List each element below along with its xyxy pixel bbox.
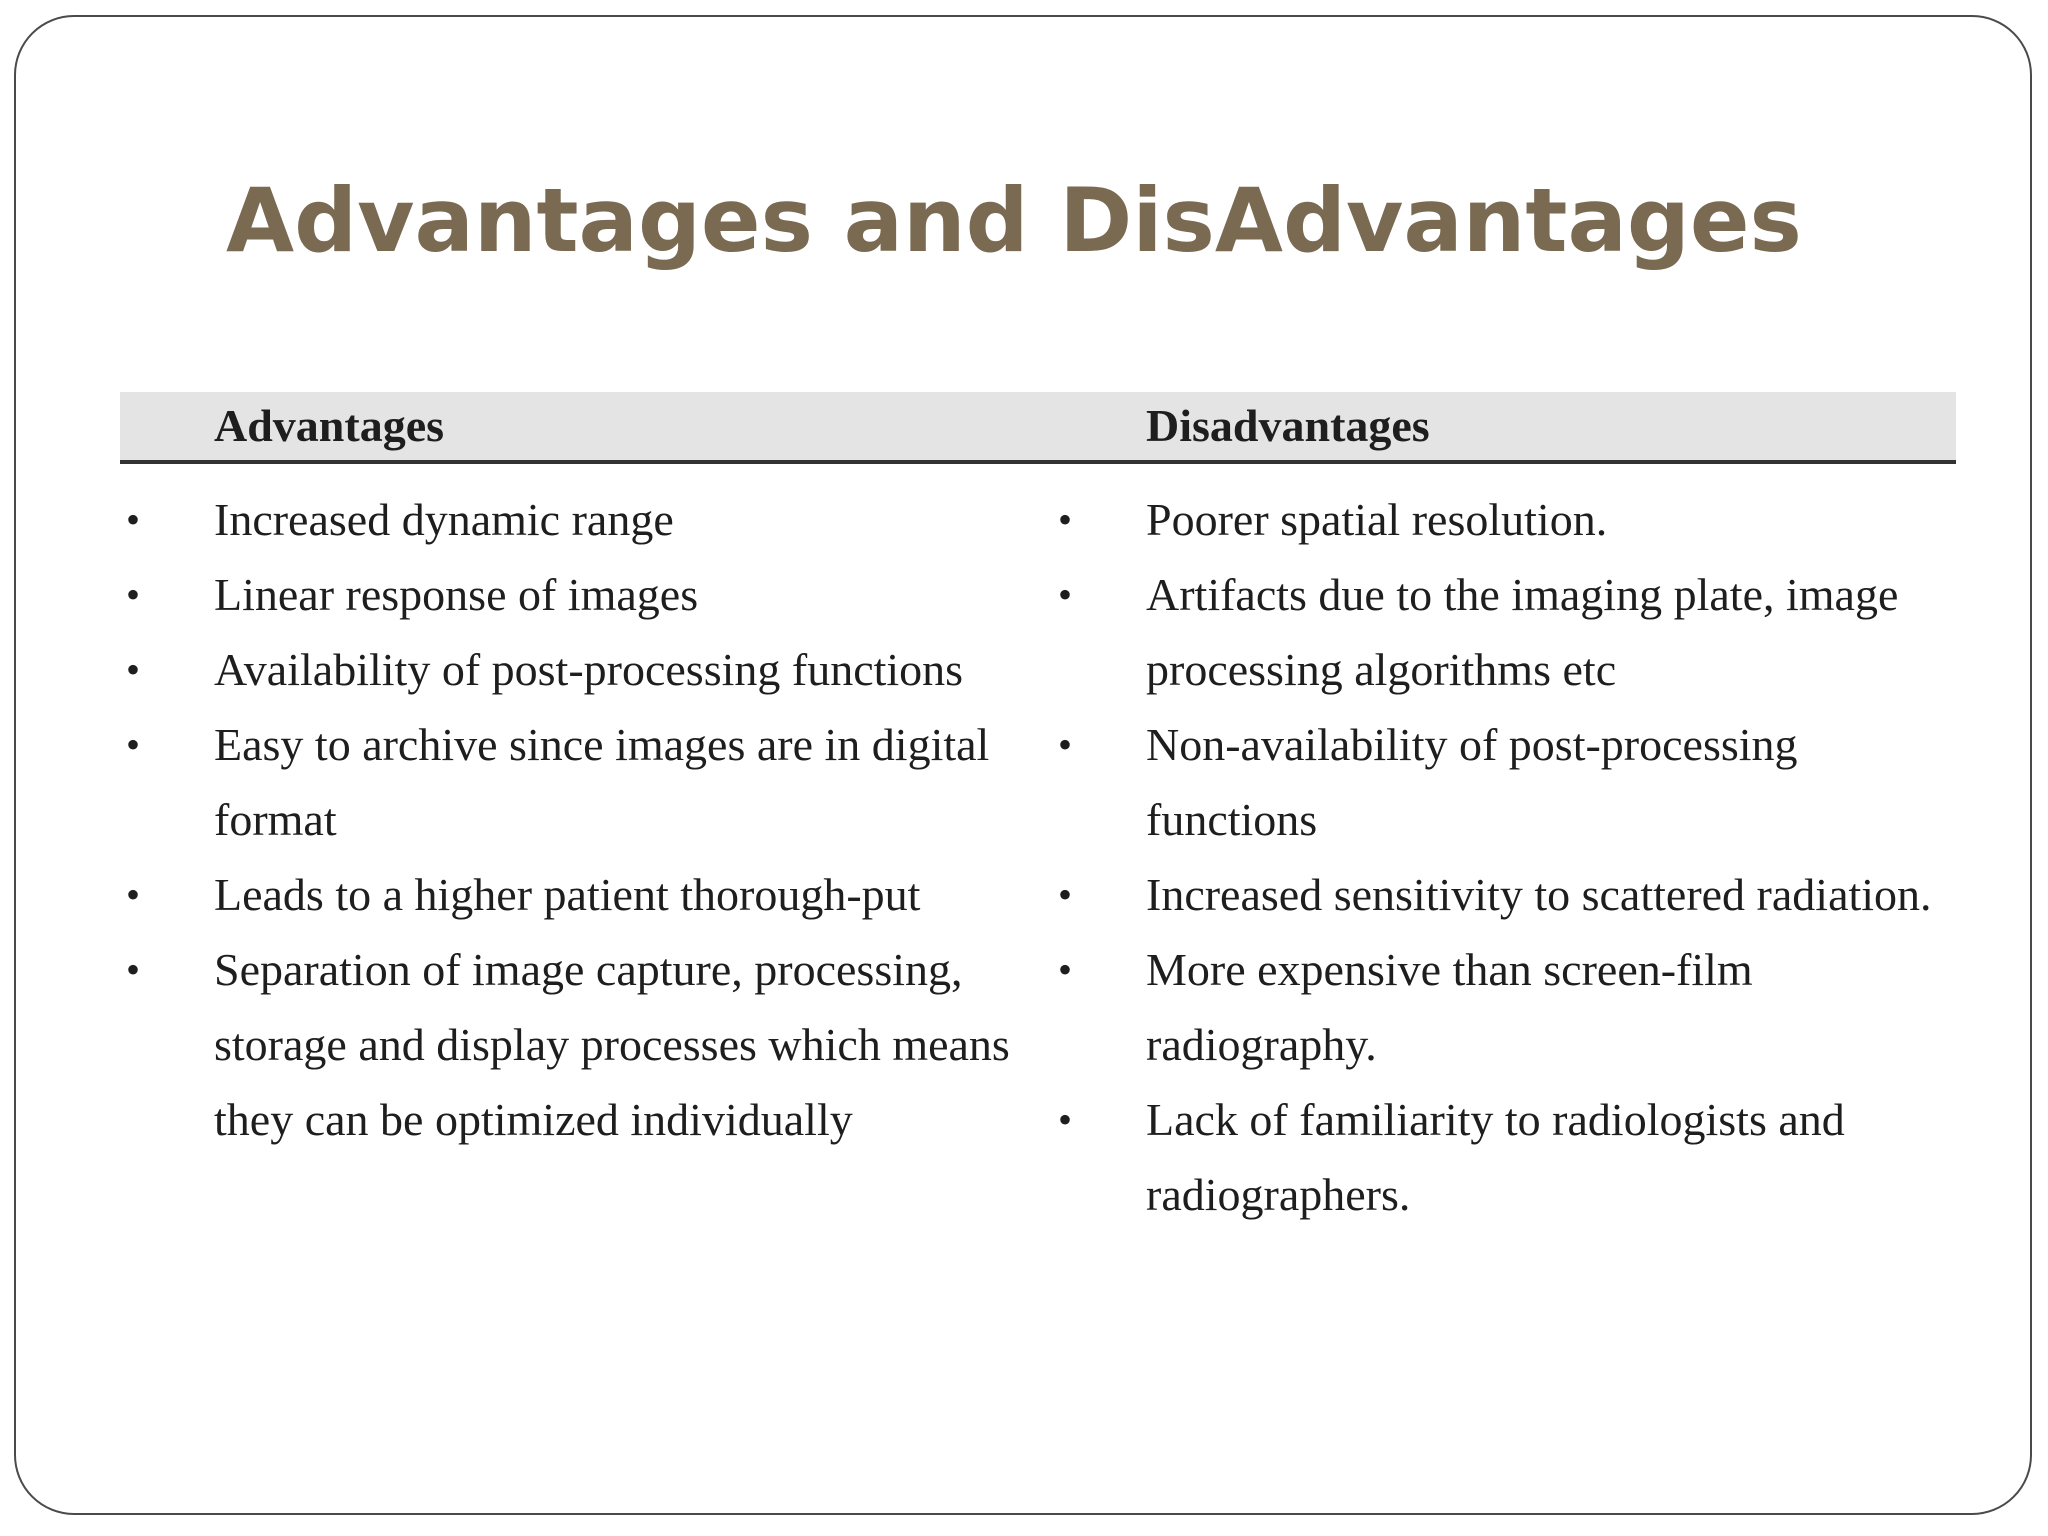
advantage-item (120, 932, 1020, 1157)
disadvantage-text: Non-availability of post-processing functions (1146, 719, 1798, 845)
advantages-heading: Advantages (214, 400, 445, 451)
advantage-text: Linear response of images (214, 569, 699, 620)
table-body (120, 464, 1956, 1220)
disadvantage-text: More expensive than screen-film radiography. (1146, 944, 1753, 1070)
disadvantage-item (1052, 857, 1956, 932)
disadvantage-text: Lack of familiarity to radiologists and radiographers. (1146, 1094, 1845, 1220)
bullet-icon: • (126, 872, 141, 917)
advantages-list (120, 482, 1020, 1157)
advantage-text: Availability of post-processing functions (214, 644, 964, 695)
advantage-text: Separation of image capture, processing, storage and display processes which means they can be optimized individually (214, 944, 1010, 1145)
advantage-text: Easy to archive since images are in digital format (214, 719, 990, 845)
bullet-icon: • (1058, 947, 1073, 992)
disadvantages-list (1052, 482, 1956, 1232)
bullet-icon: • (126, 722, 141, 767)
bullet-icon: • (1058, 1097, 1073, 1142)
advantage-item (120, 857, 1020, 932)
bullet-icon: • (126, 497, 141, 542)
advantage-text: Increased dynamic range (214, 494, 674, 545)
bullet-icon: • (1058, 872, 1073, 917)
disadvantage-item (1052, 1082, 1956, 1232)
disadvantage-item (1052, 557, 1956, 707)
advantage-text: Leads to a higher patient thorough-put (214, 869, 921, 920)
disadvantage-item (1052, 482, 1956, 557)
advantage-item (120, 632, 1020, 707)
disadvantage-text: Artifacts due to the imaging plate, image processing algorithms etc (1146, 569, 1899, 695)
slide-title: Advantages and DisAdvantages (226, 169, 1802, 272)
disadvantage-text: Poorer spatial resolution. (1146, 494, 1608, 545)
bullet-icon: • (1058, 497, 1073, 542)
bullet-icon: • (126, 572, 141, 617)
bullet-icon: • (126, 647, 141, 692)
bullet-icon: • (126, 947, 141, 992)
disadvantage-item (1052, 932, 1956, 1082)
disadvantage-item (1052, 707, 1956, 857)
disadvantage-text: Increased sensitivity to scattered radiation. (1146, 869, 1932, 920)
bullet-icon: • (1058, 722, 1073, 767)
bullet-icon: • (1058, 572, 1073, 617)
advantage-item (120, 557, 1020, 632)
table-header (120, 392, 1956, 464)
advantage-item (120, 482, 1020, 557)
disadvantages-heading: Disadvantages (1146, 400, 1430, 451)
advantage-item (120, 707, 1020, 857)
comparison-table (120, 392, 1956, 1220)
